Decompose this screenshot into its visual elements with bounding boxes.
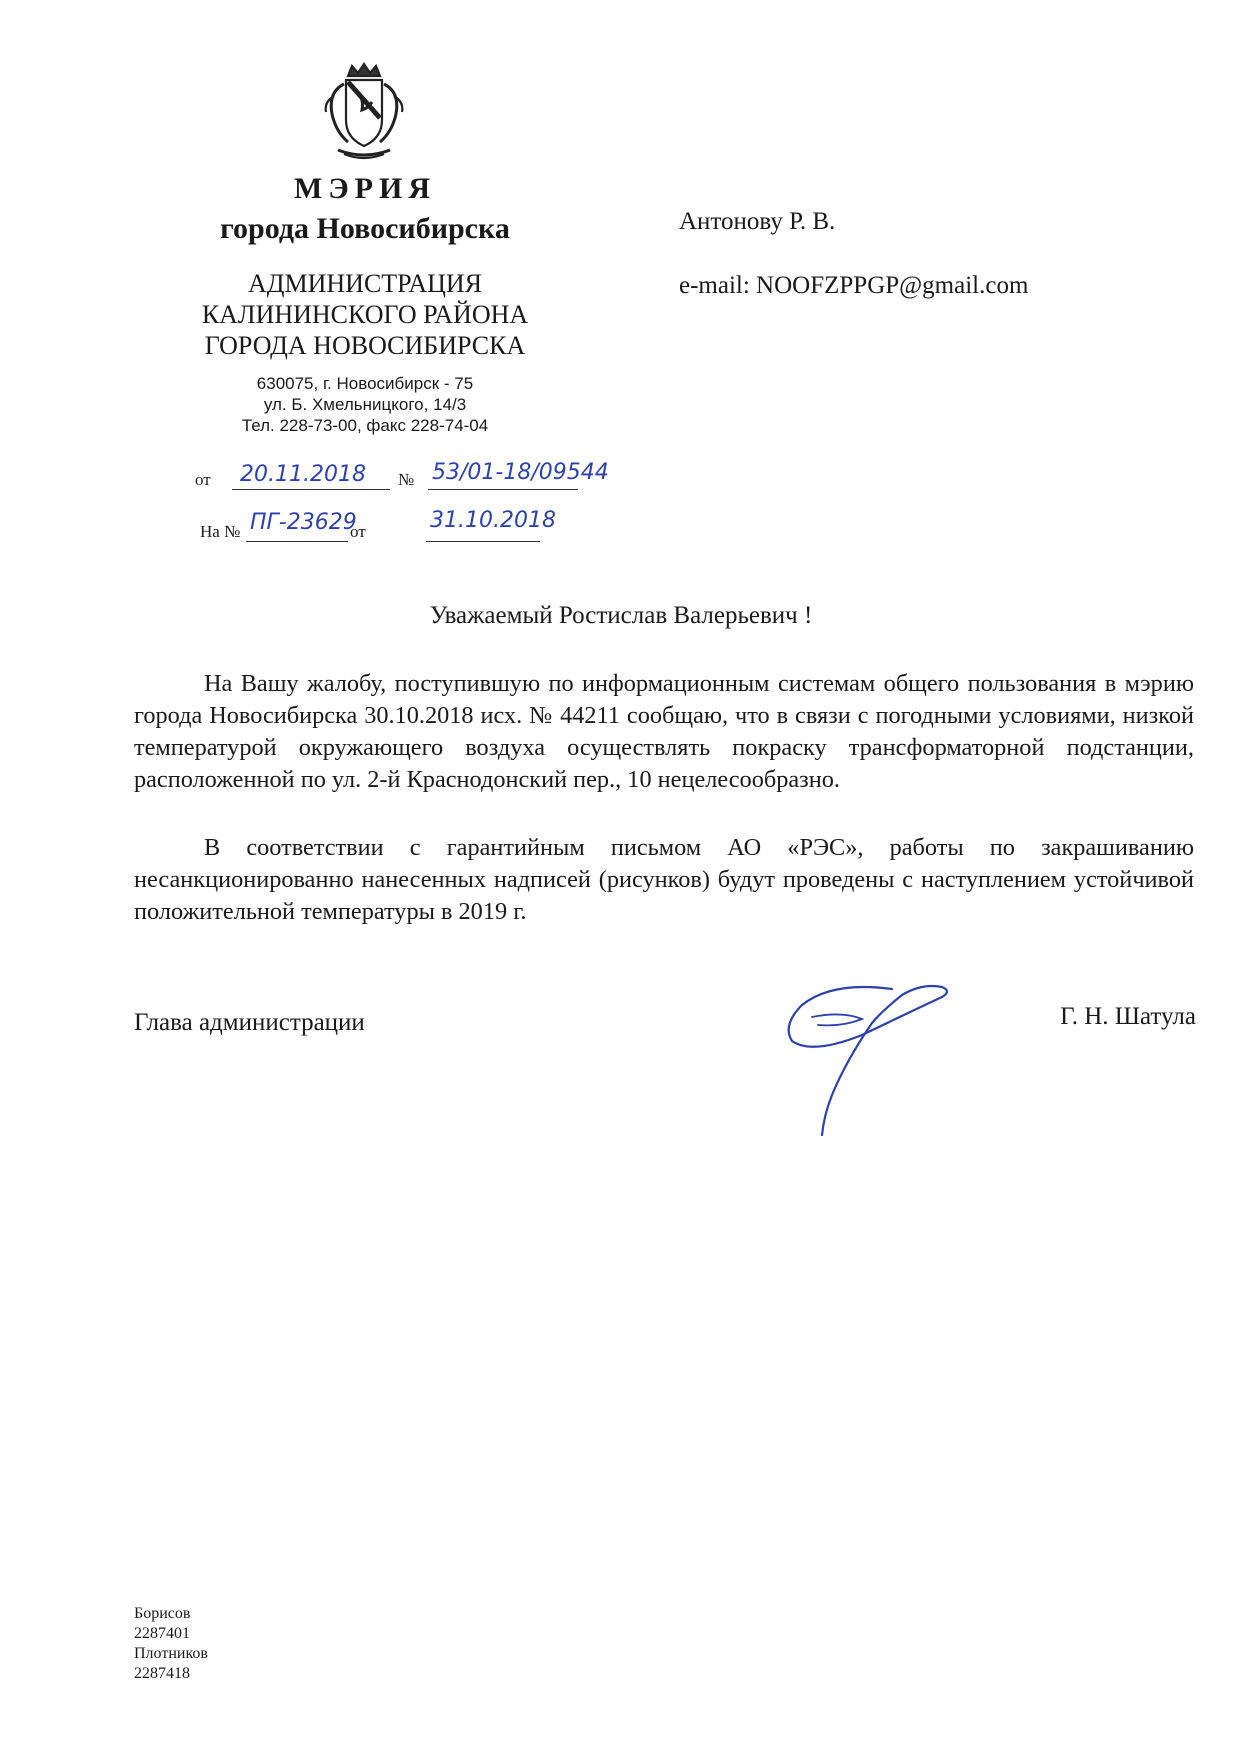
from-label: от bbox=[195, 470, 211, 489]
coat-of-arms-icon bbox=[318, 62, 410, 164]
executor-phone: 2287418 bbox=[134, 1665, 190, 1682]
phone-line: Тел. 228-73-00, факс 228-74-04 bbox=[241, 416, 489, 435]
signatory-role: Глава администрации bbox=[134, 1009, 365, 1036]
paragraph-text: В соответствии с гарантийным письмом АО «РЭС», работы по закрашиванию несанкционированно нанесенных надписей (рисунков) будут проведены с наступлением устойчивой положительной температуры в 2019 г. bbox=[134, 834, 1194, 925]
reply-date: 31.10.2018 bbox=[430, 508, 556, 533]
address-block bbox=[150, 373, 580, 436]
body-paragraph bbox=[134, 668, 1194, 796]
number-underline bbox=[428, 489, 578, 490]
body-paragraph bbox=[134, 832, 1194, 928]
mayoralty-title: МЭРИЯ bbox=[294, 172, 436, 205]
paragraph-text: На Вашу жалобу, поступившую по информационным системам общего пользования в мэрию города Новосибирска 30.10.2018 исх. № 44211 сообщаю, что в связи с погодными условиями, низкой температурой окружающего воздуха осуществлять покраску трансформаторной подстанции, расположенной по ул. 2-й Краснодонский пер., 10 нецелесообразно. bbox=[134, 670, 1194, 793]
handwritten-signature-icon bbox=[772, 975, 972, 1145]
executor-name: Плотников bbox=[134, 1645, 208, 1662]
executor-name: Борисов bbox=[134, 1605, 191, 1622]
administration-name bbox=[150, 268, 580, 361]
outgoing-date: 20.11.2018 bbox=[240, 462, 366, 487]
number-label: № bbox=[398, 470, 415, 489]
address-line: ул. Б. Хмельницкого, 14/3 bbox=[263, 395, 467, 414]
salutation: Уважаемый Ростислав Валерьевич ! bbox=[429, 602, 813, 629]
executor-phone: 2287401 bbox=[134, 1625, 190, 1642]
reply-from-label: от bbox=[350, 522, 366, 541]
admin-line: ГОРОДА НОВОСИБИРСКА bbox=[204, 331, 526, 360]
reply-date-underline bbox=[426, 541, 540, 542]
date-underline bbox=[232, 489, 390, 490]
reply-number-underline bbox=[246, 541, 348, 542]
executors-block bbox=[134, 1604, 208, 1684]
signatory-name: Г. Н. Шатула bbox=[1060, 1003, 1196, 1030]
address-line: 630075, г. Новосибирск - 75 bbox=[256, 374, 474, 393]
admin-line: АДМИНИСТРАЦИЯ bbox=[248, 269, 482, 298]
addressee-name: Антонову Р. В. bbox=[679, 208, 836, 235]
outgoing-number: 53/01-18/09544 bbox=[432, 460, 609, 485]
reply-label: На № bbox=[200, 522, 241, 541]
admin-line: КАЛИНИНСКОГО РАЙОНА bbox=[201, 300, 529, 329]
reply-number: ПГ-23629 bbox=[250, 510, 357, 535]
addressee-email: e-mail: NOOFZPPGP@gmail.com bbox=[679, 272, 1029, 299]
city-title: города Новосибирска bbox=[220, 212, 510, 245]
